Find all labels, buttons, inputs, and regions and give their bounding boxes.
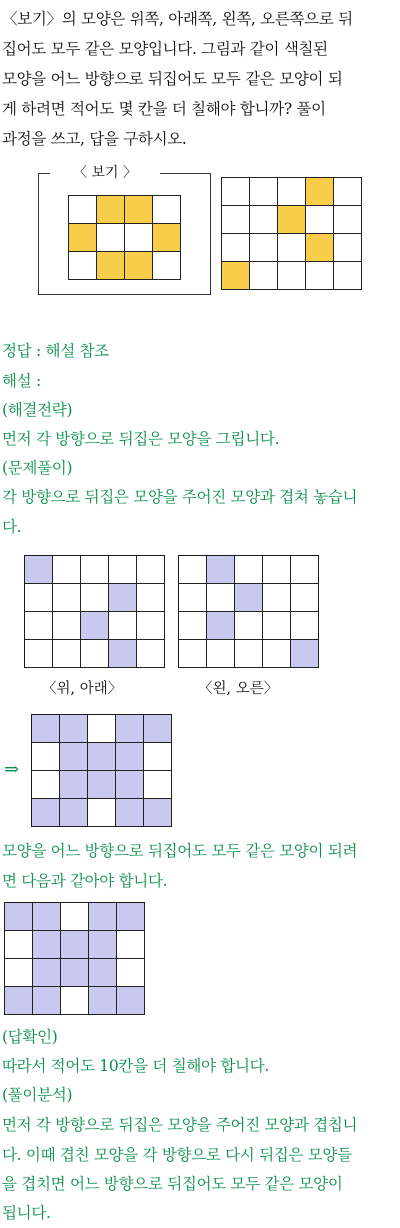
shaded-cell — [207, 612, 235, 640]
shaded-cell — [97, 252, 125, 280]
question-line: 모양을 어느 방향으로 뒤집어도 모두 같은 모양이 되 — [2, 70, 343, 88]
grid-cell — [222, 178, 250, 206]
shaded-cell — [88, 771, 116, 799]
grid-cell — [88, 715, 116, 743]
grid-cell — [109, 556, 137, 584]
shaded-cell — [207, 556, 235, 584]
grid-cell — [250, 234, 278, 262]
solution-heading: (문제풀이) — [2, 459, 73, 477]
shaded-cell — [116, 771, 144, 799]
shaded-cell — [89, 959, 117, 987]
shaded-cell — [116, 715, 144, 743]
arrow-icon: ⇒ — [4, 759, 20, 780]
grid-cell — [32, 771, 60, 799]
result-text: 면 다음과 같아야 합니다. — [2, 872, 168, 890]
analysis-text: 먼저 각 방향으로 뒤집은 모양을 주어진 모양과 겹칩니 — [2, 1116, 358, 1134]
shaded-cell — [116, 799, 144, 827]
grid-cell — [81, 584, 109, 612]
shaded-cell — [153, 224, 181, 252]
strategy-heading: (해결전략) — [2, 401, 73, 419]
grid-cell — [250, 262, 278, 290]
grid-cell — [117, 959, 145, 987]
shaded-cell — [278, 206, 306, 234]
analysis-text: 됩니다. — [2, 1204, 51, 1222]
solution-text: 다. — [2, 518, 22, 536]
grid-cell — [69, 252, 97, 280]
grid-cell — [235, 640, 263, 668]
grid-cell — [137, 556, 165, 584]
grid-cell — [53, 640, 81, 668]
shaded-cell — [32, 799, 60, 827]
shaded-cell — [125, 252, 153, 280]
shaded-cell — [33, 931, 61, 959]
grid-cell — [53, 556, 81, 584]
shaded-cell — [69, 224, 97, 252]
shaded-cell — [5, 903, 33, 931]
grid-cell — [306, 262, 334, 290]
grid-cell — [125, 224, 153, 252]
shaded-cell — [117, 903, 145, 931]
shaded-cell — [5, 987, 33, 1015]
shaded-cell — [89, 987, 117, 1015]
grid-cell — [235, 556, 263, 584]
grid-cell — [334, 178, 362, 206]
combined-grid — [31, 714, 172, 827]
analysis-text: 을 겹치면 어느 방향으로 뒤집어도 모두 같은 모양이 — [2, 1175, 343, 1193]
shaded-cell — [117, 987, 145, 1015]
explanation-heading: 해설 : — [2, 372, 41, 390]
final-answer: 따라서 적어도 10칸을 더 칠해야 합니다. — [2, 1057, 269, 1075]
grid-cell — [179, 584, 207, 612]
grid-cell — [278, 234, 306, 262]
grid-cell — [179, 556, 207, 584]
grid-cell — [137, 612, 165, 640]
shaded-cell — [33, 959, 61, 987]
grid-cell — [291, 584, 319, 612]
solution-text: 각 방향으로 뒤집은 모양을 주어진 모양과 겹쳐 놓습니 — [2, 488, 358, 506]
shaded-cell — [306, 234, 334, 262]
grid-cell — [32, 743, 60, 771]
shaded-cell — [88, 743, 116, 771]
shaded-cell — [116, 743, 144, 771]
question-line: 게 하려면 적어도 몇 칸을 더 칠해야 합니까? 풀이 — [2, 100, 326, 118]
grid-cell — [81, 556, 109, 584]
label-updown: 〈위, 아래〉 — [42, 681, 123, 697]
shaded-cell — [144, 715, 172, 743]
analysis-heading: (풀이분석) — [2, 1086, 73, 1104]
result-text: 모양을 어느 방향으로 뒤집어도 모두 같은 모양이 되려 — [2, 842, 358, 860]
grid-cell — [235, 612, 263, 640]
label-leftright: 〈왼, 오른〉 — [198, 681, 279, 697]
grid-cell — [53, 584, 81, 612]
grid-cell — [334, 206, 362, 234]
strategy-text: 먼저 각 방향으로 뒤집은 모양을 그립니다. — [2, 430, 280, 448]
shaded-cell — [144, 799, 172, 827]
check-heading: (답확인) — [2, 1028, 58, 1046]
grid-cell — [306, 206, 334, 234]
final-grid — [4, 902, 145, 1015]
grid-cell — [81, 640, 109, 668]
shaded-cell — [89, 931, 117, 959]
question-line: 〈보기〉의 모양은 위쪽, 아래쪽, 왼쪽, 오른쪽으로 뒤 — [2, 10, 353, 28]
grid-cell — [153, 196, 181, 224]
grid-cell — [250, 178, 278, 206]
grid-cell — [5, 959, 33, 987]
grid-cell — [263, 584, 291, 612]
shaded-cell — [60, 743, 88, 771]
grid-cell — [109, 612, 137, 640]
grid-cell — [137, 584, 165, 612]
grid-cell — [250, 206, 278, 234]
question-text — [2, 4, 400, 154]
grid-cell — [263, 556, 291, 584]
analysis-text: 다. 이때 겹친 모양을 각 방향으로 다시 뒤집은 모양들 — [2, 1146, 352, 1164]
answer-heading: 정답 : 해설 참조 — [2, 342, 109, 360]
grid-cell — [25, 640, 53, 668]
shaded-cell — [33, 903, 61, 931]
grid-cell — [222, 206, 250, 234]
grid-cell — [97, 224, 125, 252]
shaded-cell — [89, 903, 117, 931]
shaded-cell — [33, 987, 61, 1015]
shaded-cell — [125, 196, 153, 224]
grid-cell — [144, 771, 172, 799]
question-line: 과정을 쓰고, 답을 구하시오. — [2, 130, 187, 148]
grid-cell — [207, 640, 235, 668]
grid-cell — [137, 640, 165, 668]
shaded-cell — [25, 556, 53, 584]
grid-cell — [278, 262, 306, 290]
grid-cell — [334, 234, 362, 262]
grid-cell — [61, 987, 89, 1015]
shaded-cell — [60, 715, 88, 743]
shaded-cell — [60, 799, 88, 827]
grid-cell — [291, 612, 319, 640]
shaded-cell — [109, 584, 137, 612]
question-line: 집어도 모두 같은 모양입니다. 그림과 같이 색칠된 — [2, 40, 328, 58]
shaded-cell — [306, 178, 334, 206]
bogi-title: 〈 보기 〉 — [50, 163, 160, 183]
grid-cell — [263, 612, 291, 640]
grid-cell — [117, 931, 145, 959]
bogi-grid — [68, 195, 181, 280]
shaded-cell — [81, 612, 109, 640]
grid-cell — [144, 743, 172, 771]
shaded-cell — [60, 771, 88, 799]
grid-cell — [153, 252, 181, 280]
grid-cell — [69, 196, 97, 224]
grid-cell — [263, 640, 291, 668]
grid-cell — [5, 931, 33, 959]
grid-cell — [291, 556, 319, 584]
grid-cell — [179, 612, 207, 640]
shaded-cell — [291, 640, 319, 668]
grid-cell — [334, 262, 362, 290]
shaded-cell — [61, 931, 89, 959]
grid-cell — [53, 612, 81, 640]
grid-cell — [179, 640, 207, 668]
grid-cell — [222, 234, 250, 262]
grid-cell — [278, 178, 306, 206]
grid-cell — [207, 584, 235, 612]
shaded-cell — [222, 262, 250, 290]
shaded-cell — [97, 196, 125, 224]
grid-cell — [25, 612, 53, 640]
grid-cell — [61, 903, 89, 931]
shaded-cell — [32, 715, 60, 743]
shaded-cell — [235, 584, 263, 612]
flip-updown-grid — [24, 555, 165, 668]
shaded-cell — [61, 959, 89, 987]
problem-grid — [221, 177, 362, 290]
flip-leftright-grid — [178, 555, 319, 668]
grid-cell — [88, 799, 116, 827]
shaded-cell — [109, 640, 137, 668]
grid-cell — [25, 584, 53, 612]
